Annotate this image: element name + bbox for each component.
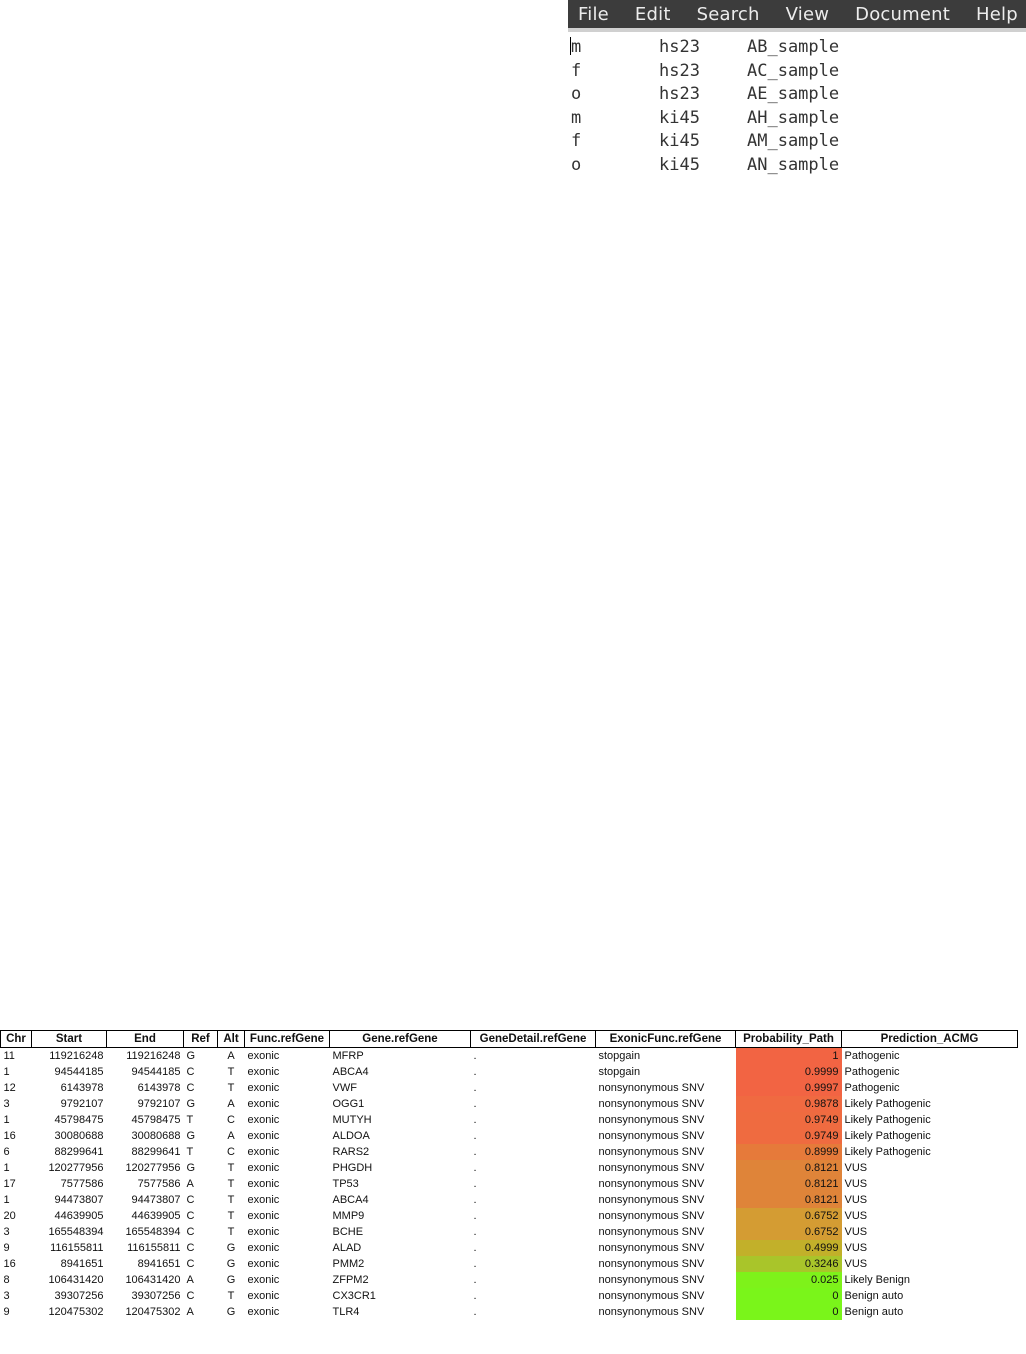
cell-genedetail[interactable]: . <box>473 1258 477 1270</box>
cell-exonicfunc[interactable]: stopgain <box>598 1050 641 1062</box>
cell-gene[interactable]: ALDOA <box>332 1130 370 1142</box>
cell-exonicfunc[interactable]: nonsynonymous SNV <box>598 1258 705 1270</box>
cell-chr[interactable]: 20 <box>3 1210 16 1222</box>
cell-gene[interactable]: RARS2 <box>332 1146 370 1158</box>
cell-gene[interactable]: OGG1 <box>332 1098 365 1110</box>
cell-alt[interactable]: T <box>227 1066 235 1078</box>
cell-probability[interactable]: 0 <box>736 1304 842 1320</box>
cell-probability[interactable]: 0.9997 <box>736 1080 842 1096</box>
cell-end[interactable]: 30080688 <box>131 1130 181 1142</box>
cell-prediction[interactable]: Likely Pathogenic <box>844 1146 931 1158</box>
menu-document[interactable]: Document <box>855 3 951 25</box>
cell-ref[interactable]: C <box>186 1258 195 1270</box>
sample-name: AH_sample <box>747 107 840 128</box>
cell-end[interactable]: 7577586 <box>137 1178 181 1190</box>
cell-func[interactable]: exonic <box>247 1082 280 1094</box>
cell-start[interactable]: 45798475 <box>54 1114 104 1126</box>
cell-chr[interactable]: 1 <box>3 1194 10 1206</box>
table-row <box>1 1112 1018 1128</box>
menu-search[interactable]: Search <box>696 3 760 25</box>
cell-genedetail[interactable]: . <box>473 1178 477 1190</box>
table-row <box>1 1256 1018 1272</box>
cell-exonicfunc[interactable]: nonsynonymous SNV <box>598 1194 705 1206</box>
cell-ref[interactable]: C <box>186 1082 195 1094</box>
column-header-ref[interactable]: Ref <box>184 1031 218 1048</box>
cell-gene[interactable]: PHGDH <box>332 1162 373 1174</box>
cell-probability[interactable]: 0.8121 <box>736 1176 842 1192</box>
cell-chr[interactable]: 1 <box>3 1162 10 1174</box>
menu-view[interactable]: View <box>785 3 830 25</box>
cell-chr[interactable]: 6 <box>3 1146 10 1158</box>
cell-alt[interactable]: T <box>227 1210 235 1222</box>
cell-alt[interactable]: G <box>226 1274 236 1286</box>
editor-line <box>568 60 1026 84</box>
cell-gene[interactable]: MFRP <box>332 1050 364 1062</box>
cell-exonicfunc[interactable]: nonsynonymous SNV <box>598 1114 705 1126</box>
cell-chr[interactable]: 9 <box>3 1242 10 1254</box>
table-row <box>1 1192 1018 1208</box>
cell-start[interactable]: 88299641 <box>54 1146 104 1158</box>
table-row <box>1 1048 1018 1065</box>
cell-func[interactable]: exonic <box>247 1258 280 1270</box>
cell-func[interactable]: exonic <box>247 1146 280 1158</box>
cell-start[interactable]: 165548394 <box>48 1226 104 1238</box>
group-id: hs23 <box>659 84 700 105</box>
sex-code: o <box>571 84 582 105</box>
sex-code: f <box>571 131 582 152</box>
cell-start[interactable]: 9792107 <box>60 1098 104 1110</box>
cell-ref[interactable]: C <box>186 1210 195 1222</box>
table-row <box>1 1080 1018 1096</box>
cell-chr[interactable]: 11 <box>3 1050 15 1062</box>
table-row <box>1 1128 1018 1144</box>
cell-genedetail[interactable]: . <box>473 1130 477 1142</box>
column-header-genedetail-refgene[interactable]: GeneDetail.refGene <box>471 1031 596 1048</box>
cell-prediction[interactable]: VUS <box>844 1178 868 1190</box>
cell-chr[interactable]: 16 <box>3 1130 16 1142</box>
cell-gene[interactable]: PMM2 <box>332 1258 365 1270</box>
cell-gene[interactable]: TP53 <box>332 1178 359 1190</box>
cell-prediction[interactable]: Pathogenic <box>844 1066 900 1078</box>
cell-chr[interactable]: 8 <box>3 1274 10 1286</box>
cell-alt[interactable]: G <box>226 1306 236 1318</box>
group-id: ki45 <box>659 107 700 128</box>
cell-start[interactable]: 39307256 <box>54 1290 104 1302</box>
cell-probability[interactable]: 0.8121 <box>736 1192 842 1208</box>
group-id: hs23 <box>659 60 700 81</box>
group-id: ki45 <box>659 154 700 175</box>
cell-func[interactable]: exonic <box>247 1098 280 1110</box>
cell-probability[interactable]: 0.8999 <box>736 1144 842 1160</box>
cell-ref[interactable]: G <box>186 1098 196 1110</box>
cell-genedetail[interactable]: . <box>473 1066 477 1078</box>
cell-exonicfunc[interactable]: nonsynonymous SNV <box>598 1226 705 1238</box>
cell-genedetail[interactable]: . <box>473 1050 477 1062</box>
cell-start[interactable]: 120277956 <box>48 1162 104 1174</box>
column-header-func-refgene[interactable]: Func.refGene <box>245 1031 330 1048</box>
cell-start[interactable]: 116155811 <box>50 1242 104 1254</box>
cell-end[interactable]: 94473807 <box>131 1194 181 1206</box>
cell-gene[interactable]: MUTYH <box>332 1114 372 1126</box>
cell-prediction[interactable]: VUS <box>844 1210 868 1222</box>
cell-prediction[interactable]: Likely Pathogenic <box>844 1098 931 1110</box>
cell-genedetail[interactable]: . <box>473 1306 477 1318</box>
cell-gene[interactable]: ALAD <box>332 1242 362 1254</box>
sex-code: m <box>571 37 582 57</box>
cell-end[interactable]: 88299641 <box>131 1146 181 1158</box>
cell-func[interactable]: exonic <box>247 1178 280 1190</box>
cell-chr[interactable]: 1 <box>3 1114 10 1126</box>
cell-exonicfunc[interactable]: nonsynonymous SNV <box>598 1274 705 1286</box>
cell-genedetail[interactable]: . <box>473 1194 477 1206</box>
column-header-start[interactable]: Start <box>32 1031 107 1048</box>
cell-probability[interactable]: 0.8121 <box>736 1160 842 1176</box>
cell-ref[interactable]: A <box>186 1306 194 1318</box>
cell-chr[interactable]: 1 <box>3 1066 10 1078</box>
cell-gene[interactable]: TLR4 <box>332 1306 360 1318</box>
cell-end[interactable]: 6143978 <box>137 1082 181 1094</box>
cell-alt[interactable]: G <box>226 1242 236 1254</box>
cell-start[interactable]: 8941651 <box>60 1258 104 1270</box>
editor-line <box>568 154 1026 178</box>
column-header-alt[interactable]: Alt <box>218 1031 245 1048</box>
table-row <box>1 1240 1018 1256</box>
cell-func[interactable]: exonic <box>247 1242 280 1254</box>
cell-genedetail[interactable]: . <box>473 1162 477 1174</box>
cell-chr[interactable]: 12 <box>3 1082 16 1094</box>
cell-ref[interactable]: C <box>186 1290 195 1302</box>
table-row <box>1 1224 1018 1240</box>
cell-ref[interactable]: T <box>186 1146 194 1158</box>
cell-start[interactable]: 30080688 <box>54 1130 104 1142</box>
cell-prediction[interactable]: VUS <box>844 1226 868 1238</box>
cell-probability[interactable]: 0.9749 <box>736 1112 842 1128</box>
cell-genedetail[interactable]: . <box>473 1098 477 1110</box>
table-row <box>1 1096 1018 1112</box>
cell-exonicfunc[interactable]: nonsynonymous SNV <box>598 1210 705 1222</box>
cell-gene[interactable]: MMP9 <box>332 1210 365 1222</box>
cell-probability[interactable]: 0.6752 <box>736 1208 842 1224</box>
table-row <box>1 1176 1018 1192</box>
cell-probability[interactable]: 1 <box>736 1048 842 1065</box>
text-editor-window <box>568 0 1026 186</box>
cell-ref[interactable]: A <box>186 1274 194 1286</box>
cell-func[interactable]: exonic <box>247 1130 280 1142</box>
cell-end[interactable]: 8941651 <box>137 1258 181 1270</box>
column-header-prediction-acmg[interactable]: Prediction_ACMG <box>842 1031 1018 1048</box>
sample-name: AB_sample <box>747 37 840 57</box>
cell-exonicfunc[interactable]: nonsynonymous SNV <box>598 1306 705 1318</box>
sample-name: AM_sample <box>747 131 840 152</box>
cell-end[interactable]: 120277956 <box>125 1162 181 1174</box>
cell-alt[interactable]: A <box>227 1098 235 1110</box>
cell-prediction[interactable]: Pathogenic <box>844 1050 900 1062</box>
cell-probability[interactable]: 0 <box>736 1288 842 1304</box>
cell-end[interactable]: 39307256 <box>131 1290 181 1302</box>
cell-ref[interactable]: C <box>186 1066 195 1078</box>
menu-help[interactable]: Help <box>976 3 1018 25</box>
cell-prediction[interactable]: Likely Pathogenic <box>844 1130 931 1142</box>
cell-exonicfunc[interactable]: nonsynonymous SNV <box>598 1082 705 1094</box>
cell-genedetail[interactable]: . <box>473 1226 477 1238</box>
cell-chr[interactable]: 3 <box>3 1226 10 1238</box>
table-row <box>1 1160 1018 1176</box>
cell-func[interactable]: exonic <box>247 1274 280 1286</box>
editor-line <box>568 36 1026 60</box>
cell-alt[interactable]: T <box>227 1194 235 1206</box>
cell-alt[interactable]: T <box>227 1162 235 1174</box>
cell-probability[interactable]: 0.6752 <box>736 1224 842 1240</box>
cell-prediction[interactable]: VUS <box>844 1162 868 1174</box>
cell-end[interactable]: 45798475 <box>131 1114 181 1126</box>
column-header-end[interactable]: End <box>107 1031 184 1048</box>
cell-start[interactable]: 120475302 <box>48 1306 104 1318</box>
cell-func[interactable]: exonic <box>247 1066 280 1078</box>
cell-ref[interactable]: G <box>186 1130 196 1142</box>
cell-genedetail[interactable]: . <box>473 1082 477 1094</box>
cell-genedetail[interactable]: . <box>473 1242 477 1254</box>
cell-gene[interactable]: BCHE <box>332 1226 364 1238</box>
cell-func[interactable]: exonic <box>247 1306 280 1318</box>
cell-start[interactable]: 44639905 <box>54 1210 104 1222</box>
cell-exonicfunc[interactable]: nonsynonymous SNV <box>598 1242 705 1254</box>
sample-name: AN_sample <box>747 154 840 175</box>
cell-alt[interactable]: T <box>227 1178 235 1190</box>
editor-line <box>568 83 1026 107</box>
cell-ref[interactable]: C <box>186 1242 195 1254</box>
group-id: ki45 <box>659 131 700 152</box>
cell-start[interactable]: 106431420 <box>48 1274 104 1286</box>
table-row <box>1 1144 1018 1160</box>
cell-exonicfunc[interactable]: nonsynonymous SNV <box>598 1130 705 1142</box>
cell-genedetail[interactable]: . <box>473 1274 477 1286</box>
cell-ref[interactable]: T <box>186 1114 194 1126</box>
cell-alt[interactable]: A <box>227 1130 235 1142</box>
cell-exonicfunc[interactable]: nonsynonymous SNV <box>598 1098 705 1110</box>
cell-func[interactable]: exonic <box>247 1210 280 1222</box>
cell-ref[interactable]: G <box>186 1162 196 1174</box>
cell-alt[interactable]: T <box>227 1082 235 1094</box>
cell-probability[interactable]: 0.9749 <box>736 1128 842 1144</box>
cell-end[interactable]: 116155811 <box>127 1242 181 1254</box>
cell-chr[interactable]: 3 <box>3 1098 10 1110</box>
cell-probability[interactable]: 0.4999 <box>736 1240 842 1256</box>
cell-func[interactable]: exonic <box>247 1226 280 1238</box>
cell-func[interactable]: exonic <box>247 1162 280 1174</box>
menu-edit[interactable]: Edit <box>634 3 671 25</box>
cell-ref[interactable]: C <box>186 1226 195 1238</box>
cell-exonicfunc[interactable]: nonsynonymous SNV <box>598 1146 705 1158</box>
cell-prediction[interactable]: Pathogenic <box>844 1082 900 1094</box>
cell-probability[interactable]: 0.9999 <box>736 1064 842 1080</box>
cell-prediction[interactable]: VUS <box>844 1258 868 1270</box>
column-header-exonicfunc-refgene[interactable]: ExonicFunc.refGene <box>596 1031 736 1048</box>
editor-line <box>568 107 1026 131</box>
cell-chr[interactable]: 3 <box>3 1290 10 1302</box>
cell-gene[interactable]: ABCA4 <box>332 1066 369 1078</box>
cell-gene[interactable]: CX3CR1 <box>332 1290 376 1302</box>
variant-table <box>0 1030 1018 1320</box>
cell-end[interactable]: 44639905 <box>131 1210 181 1222</box>
cell-exonicfunc[interactable]: nonsynonymous SNV <box>598 1290 705 1302</box>
sample-name: AC_sample <box>747 60 840 81</box>
sex-code: f <box>571 60 582 81</box>
column-header-chr[interactable]: Chr <box>1 1031 32 1048</box>
cell-end[interactable]: 9792107 <box>137 1098 181 1110</box>
cell-exonicfunc[interactable]: nonsynonymous SNV <box>598 1162 705 1174</box>
group-id: hs23 <box>659 37 700 57</box>
sex-code: o <box>571 154 582 175</box>
table-row <box>1 1272 1018 1288</box>
cell-func[interactable]: exonic <box>247 1194 280 1206</box>
editor-text-area[interactable] <box>568 32 1026 178</box>
table-row <box>1 1304 1018 1320</box>
cell-alt[interactable]: A <box>227 1050 235 1062</box>
cell-end[interactable]: 119216248 <box>126 1050 181 1062</box>
cell-start[interactable]: 94544185 <box>54 1066 104 1078</box>
table-body <box>1 1048 1018 1321</box>
cell-ref[interactable]: C <box>186 1194 195 1206</box>
cell-prediction[interactable]: Likely Benign <box>844 1274 910 1286</box>
cell-start[interactable]: 6143978 <box>60 1082 104 1094</box>
column-header-probability-path[interactable]: Probability_Path <box>736 1031 842 1048</box>
cell-ref[interactable]: G <box>186 1050 196 1062</box>
cell-genedetail[interactable]: . <box>473 1290 477 1302</box>
cell-chr[interactable]: 9 <box>3 1306 10 1318</box>
cell-prediction[interactable]: Likely Pathogenic <box>844 1114 931 1126</box>
cell-end[interactable]: 120475302 <box>125 1306 181 1318</box>
cell-func[interactable]: exonic <box>247 1050 280 1062</box>
cell-alt[interactable]: C <box>227 1114 235 1126</box>
cell-alt[interactable]: G <box>226 1258 236 1270</box>
column-header-gene-refgene[interactable]: Gene.refGene <box>330 1031 471 1048</box>
cell-prediction[interactable]: Benign auto <box>844 1290 904 1302</box>
menu-file[interactable]: File <box>578 3 609 25</box>
cell-gene[interactable]: ZFPM2 <box>332 1274 369 1286</box>
cell-exonicfunc[interactable]: stopgain <box>598 1066 641 1078</box>
spreadsheet <box>0 1030 1018 1320</box>
cell-gene[interactable]: VWF <box>332 1082 357 1094</box>
editor-line <box>568 130 1026 154</box>
cell-alt[interactable]: C <box>227 1146 235 1158</box>
cell-genedetail[interactable]: . <box>473 1210 477 1222</box>
cell-start[interactable]: 7577586 <box>60 1178 104 1190</box>
sample-name: AE_sample <box>747 84 840 105</box>
cell-end[interactable]: 94544185 <box>131 1066 181 1078</box>
cell-end[interactable]: 106431420 <box>125 1274 181 1286</box>
cell-genedetail[interactable]: . <box>473 1114 477 1126</box>
cell-gene[interactable]: ABCA4 <box>332 1194 369 1206</box>
cell-start[interactable]: 94473807 <box>54 1194 104 1206</box>
cell-func[interactable]: exonic <box>247 1114 280 1126</box>
cell-prediction[interactable]: VUS <box>844 1242 868 1254</box>
cell-alt[interactable]: T <box>227 1226 235 1238</box>
cell-func[interactable]: exonic <box>247 1290 280 1302</box>
cell-genedetail[interactable]: . <box>473 1146 477 1158</box>
cell-chr[interactable]: 16 <box>3 1258 16 1270</box>
cell-probability[interactable]: 0.9878 <box>736 1096 842 1112</box>
cell-chr[interactable]: 17 <box>3 1178 16 1190</box>
cell-probability[interactable]: 0.025 <box>736 1272 842 1288</box>
cell-end[interactable]: 165548394 <box>125 1226 181 1238</box>
header-row <box>1 1031 1018 1048</box>
cell-prediction[interactable]: Benign auto <box>844 1306 904 1318</box>
cell-alt[interactable]: T <box>227 1290 235 1302</box>
cell-prediction[interactable]: VUS <box>844 1194 868 1206</box>
cell-ref[interactable]: A <box>186 1178 194 1190</box>
menu-bar <box>568 0 1026 32</box>
sex-code: m <box>571 107 582 128</box>
table-row <box>1 1288 1018 1304</box>
cell-start[interactable]: 119216248 <box>49 1050 104 1062</box>
cell-probability[interactable]: 0.3246 <box>736 1256 842 1272</box>
table-row <box>1 1208 1018 1224</box>
table-row <box>1 1064 1018 1080</box>
cell-exonicfunc[interactable]: nonsynonymous SNV <box>598 1178 705 1190</box>
